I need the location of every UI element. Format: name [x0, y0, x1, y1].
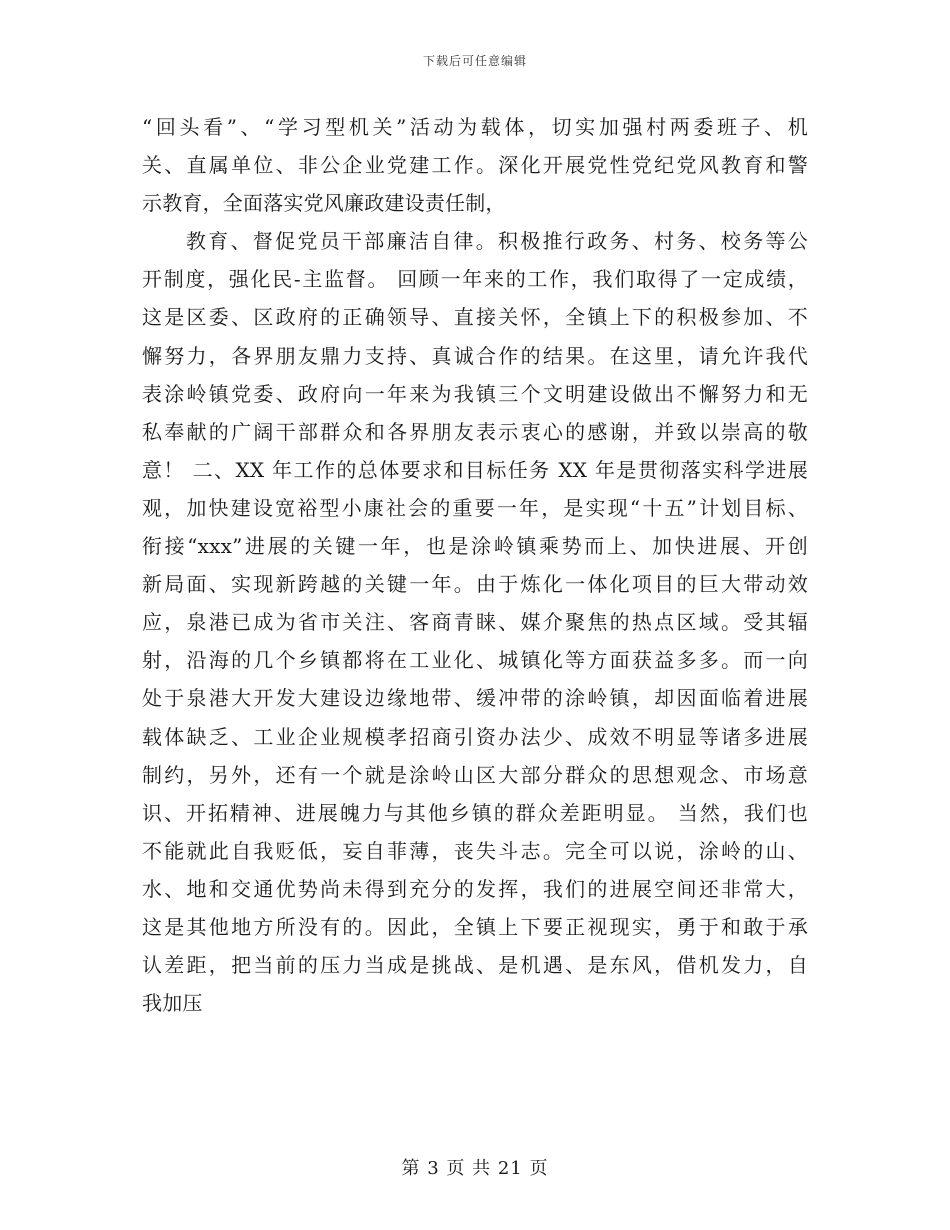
- text-line: 水、地和交通优势尚未得到充分的发挥，我们的进展空间还非常大，: [142, 876, 808, 901]
- text-line: 处于泉港大开发大建设边缘地带、缓冲带的涂岭镇，却因面临着进展: [142, 686, 808, 711]
- text-line: 制约，另外，还有一个就是涂岭山区大部分群众的思想观念、市场意: [142, 762, 808, 787]
- paragraph-2: [142, 222, 808, 1022]
- text-line: 不能就此自我贬低，妄自菲薄，丧失斗志。完全可以说，涂岭的山、: [142, 838, 808, 863]
- text-line: 私奉献的广阔干部群众和各界朋友表示衷心的感谢，并致以崇高的敬: [142, 419, 808, 444]
- text-line: 衔接“xxx”进展的关键一年，也是涂岭镇乘势而上、加快进展、开创: [142, 534, 808, 559]
- text-line: 载体缺乏、工业企业规模孝招商引资办法少、成效不明显等诸多进展: [142, 724, 808, 749]
- text-line: “回头看”、“学习型机关”活动为载体，切实加强村两委班子、机: [142, 115, 808, 139]
- text-line: 表涂岭镇党委、政府向一年来为我镇三个文明建设做出不懈努力和无: [142, 381, 808, 406]
- text-line: 示教育，全面落实党风廉政建设责任制，: [142, 191, 506, 216]
- paragraph-1: [142, 108, 808, 222]
- text-line: 关、直属单位、非公企业党建工作。深化开展党性党纪党风教育和警: [142, 153, 808, 178]
- text-line: 意！ 二、XX 年工作的总体要求和目标任务 XX 年是贯彻落实科学进展: [142, 457, 808, 482]
- text-line: 认差距，把当前的压力当成是挑战、是机遇、是东风，借机发力，自: [142, 953, 808, 978]
- text-line: 射，沿海的几个乡镇都将在工业化、城镇化等方面获益多多。而一向: [142, 648, 808, 673]
- text-line: 识、开拓精神、进展魄力与其他乡镇的群众差距明显。 当然，我们也: [142, 800, 808, 825]
- text-line: 应，泉港已成为省市关注、客商青睐、媒介聚焦的热点区域。受其辐: [142, 610, 808, 635]
- page-number: 第 3 页 共 21 页: [401, 1158, 549, 1179]
- text-line: 开制度，强化民-主监督。 回顾一年来的工作，我们取得了一定成绩，: [142, 267, 808, 292]
- text-line: 这是区委、区政府的正确领导、直接关怀，全镇上下的积极参加、不: [142, 305, 808, 330]
- text-line: 这是其他地方所没有的。因此，全镇上下要正视现实，勇于和敢于承: [142, 914, 808, 939]
- text-line: 新局面、实现新跨越的关键一年。由于炼化一体化项目的巨大带动效: [142, 572, 808, 597]
- text-line: 我加压: [142, 991, 203, 1016]
- text-line: 观，加快建设宽裕型小康社会的重要一年，是实现“十五”计划目标、: [142, 495, 808, 520]
- document-body: [142, 108, 808, 1022]
- page-header: 下载后可任意编辑: [422, 54, 527, 68]
- text-line: 教育、督促党员干部廉洁自律。积极推行政务、村务、校务等公: [186, 229, 808, 254]
- text-line: 懈努力，各界朋友鼎力支持、真诚合作的结果。在这里，请允许我代: [142, 343, 808, 368]
